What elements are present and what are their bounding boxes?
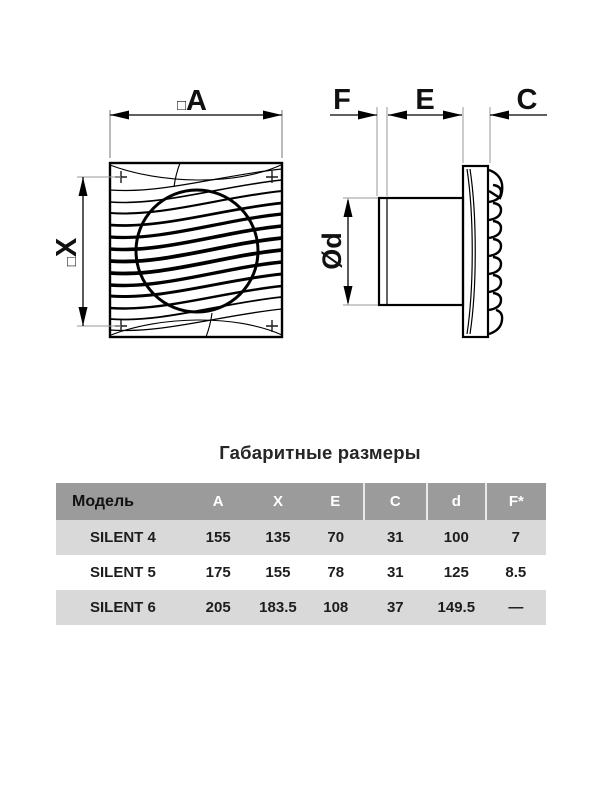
dim-d-label: Ød	[317, 232, 347, 270]
cell-d: 149.5	[427, 590, 486, 625]
cell-a: 205	[188, 590, 248, 625]
panel-curve	[467, 169, 475, 334]
dim-x-label: □X	[51, 237, 83, 267]
cell-e: 78	[327, 564, 345, 581]
table-title: Габаритные размеры	[219, 442, 421, 463]
grille-fins	[489, 170, 502, 334]
cell-e: 70	[308, 520, 364, 555]
col-header-a: A	[188, 483, 248, 520]
side-view	[379, 166, 502, 337]
dimensions-table	[56, 483, 546, 625]
cell-a: 175	[205, 564, 231, 581]
front-view	[110, 163, 282, 337]
col-header-f: F*	[486, 483, 546, 520]
col-header-c: C	[364, 483, 427, 520]
cell-x: 135	[248, 520, 308, 555]
col-header-e: E	[308, 483, 364, 520]
model-name: SILENT 4	[56, 520, 188, 555]
cell-f: 8.5	[505, 564, 527, 581]
cell-x: 155	[265, 564, 291, 581]
duct-pipe	[379, 198, 463, 305]
cell-c: 31	[364, 520, 427, 555]
model-name: SILENT 5	[90, 564, 156, 581]
dim-c-label: C	[516, 84, 538, 116]
dim-a-label: □A	[176, 85, 208, 117]
model-name: SILENT 6	[56, 590, 188, 625]
dim-d	[317, 198, 378, 305]
col-header-d: d	[427, 483, 486, 520]
header-row	[56, 483, 546, 520]
cell-e: 108	[308, 590, 364, 625]
dim-e	[388, 84, 490, 163]
cell-x: 183.5	[248, 590, 308, 625]
cell-d: 125	[443, 564, 469, 581]
dim-f	[330, 84, 387, 196]
cell-c: 31	[386, 564, 404, 581]
cell-a: 155	[188, 520, 248, 555]
table-row-silent-4	[56, 520, 546, 555]
table-row-silent-5	[56, 555, 546, 590]
cell-f: 7	[486, 520, 546, 555]
col-header-x: X	[248, 483, 308, 520]
cell-f: —	[486, 590, 546, 625]
table-row-silent-6	[56, 590, 546, 625]
dim-f-label: F	[333, 84, 351, 116]
cell-c: 37	[364, 590, 427, 625]
col-header-model: Модель	[56, 483, 188, 520]
dim-e-label: E	[415, 84, 435, 116]
cell-d: 100	[427, 520, 486, 555]
dim-c	[490, 84, 547, 120]
dim-a	[110, 85, 282, 158]
